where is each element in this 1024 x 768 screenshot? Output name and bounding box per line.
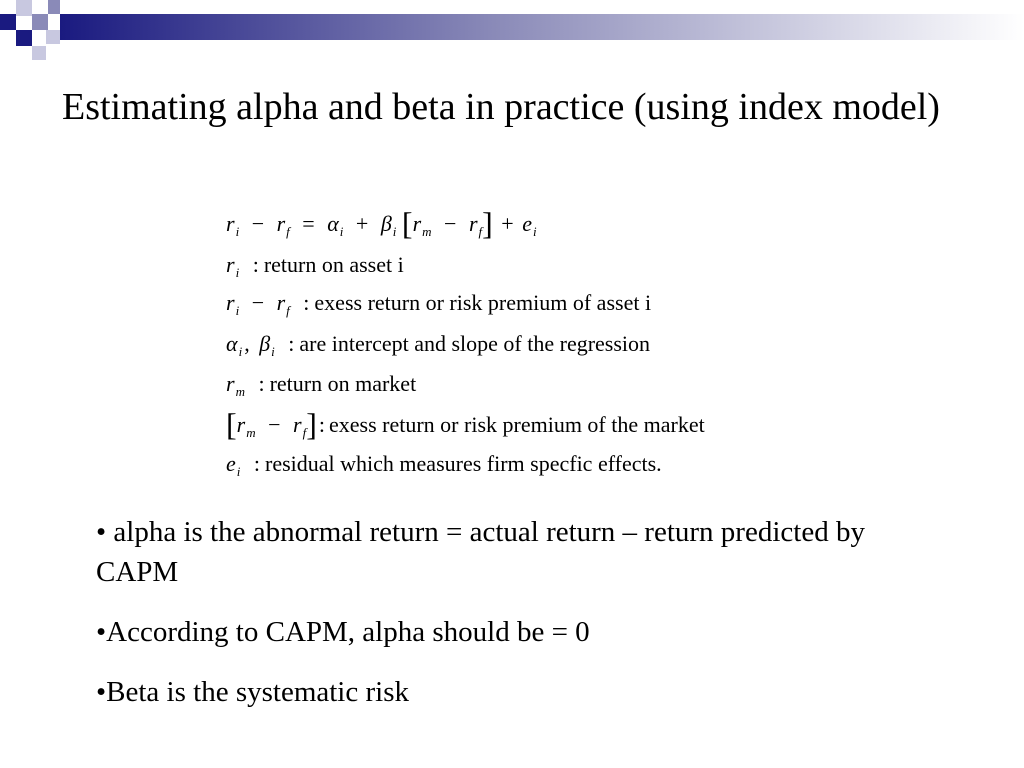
definition-excess-return: $r_i - r_f$ : exess return or risk premium of asset i — [226, 290, 652, 318]
definition-ri: $r_i$ : return on asset i — [226, 252, 404, 280]
definition-residual: $e_i$ : residual which measures firm specfic effects. — [226, 451, 662, 479]
decorative-header-bar — [0, 0, 1024, 62]
bullet-capm-alpha: •According to CAPM, alpha should be = 0 — [96, 616, 590, 648]
bullet-list — [96, 512, 896, 732]
bullet-alpha-definition: • alpha is the abnormal return = actual return – return predicted by CAPM — [96, 516, 865, 588]
definition-market-premium: $[r_m - r_f]$: exess return or risk premium of the market — [226, 406, 705, 442]
bullet-beta-risk: •Beta is the systematic risk — [96, 676, 409, 708]
beta-symbol: β — [380, 211, 392, 236]
alpha-symbol: α — [327, 211, 339, 236]
index-model-equation: $r_i - r_f = \alpha_i + \beta_i$ $[r_m - r_f] + e_i$ — [226, 205, 537, 241]
var-r: r — [226, 211, 235, 236]
slide-title: Estimating alpha and beta in practice (using index model) — [62, 86, 940, 128]
definition-alpha-beta: $\alpha_i$, $\beta_i$ : are intercept and slope of the regression — [226, 331, 651, 359]
definition-rm: $r_m$ : return on market — [226, 371, 417, 399]
